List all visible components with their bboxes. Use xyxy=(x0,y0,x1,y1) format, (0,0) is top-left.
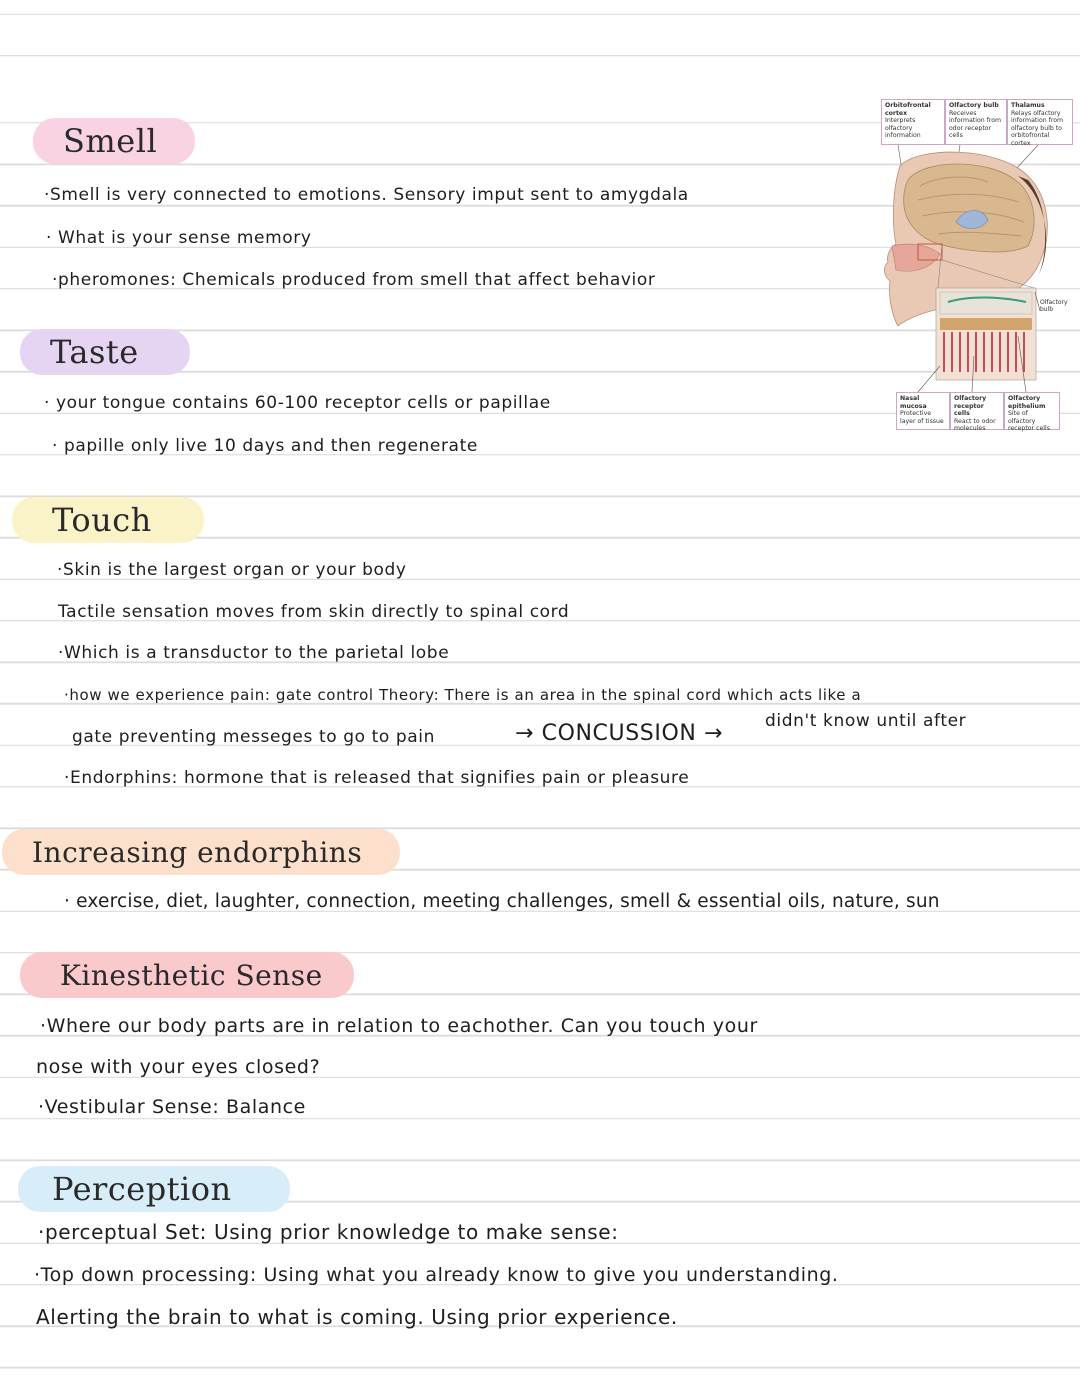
label-olfactory-bulb-side: Olfactory bulb xyxy=(1040,299,1068,313)
perception-line-1: ·perceptual Set: Using prior knowledge to make sense: xyxy=(38,1220,619,1244)
touch-line-2: Tactile sensation moves from skin directly to spinal cord xyxy=(58,602,570,622)
touch-line-4: ·how we experience pain: gate control Theory: There is an area in the spinal cord which acts like a xyxy=(64,686,862,704)
heading-perception xyxy=(18,1166,290,1212)
olfactory-diagram xyxy=(878,96,1074,436)
kinesthetic-line-1: ·Where our body parts are in relation to eachother. Can you touch your xyxy=(40,1015,758,1037)
label-olfactory-bulb-top: Olfactory bulb Receives information from odor receptor cells xyxy=(945,99,1007,145)
touch-concussion: → CONCUSSION → xyxy=(515,721,724,746)
heading-endorphins xyxy=(2,829,400,875)
perception-line-2: ·Top down processing: Using what you already know to give you understanding. xyxy=(34,1264,839,1286)
label-nasal-mucosa: Nasal mucosa Protective layer of tissue xyxy=(896,392,950,430)
heading-taste-text: Taste xyxy=(50,333,139,371)
smell-line-2: · What is your sense memory xyxy=(46,228,312,248)
touch-line-3: ·Which is a transductor to the parietal lobe xyxy=(58,643,450,663)
touch-line-5: gate preventing messeges to go to pain xyxy=(72,727,435,747)
label-thalamus: Thalamus Relays olfactory information from olfactory bulb to orbitofrontal cortex xyxy=(1007,99,1073,145)
heading-touch xyxy=(12,497,204,543)
head-cross-section-illustration xyxy=(878,96,1074,436)
touch-didnt-know: didn't know until after xyxy=(765,711,967,731)
smell-line-3: ·pheromones: Chemicals produced from smell that affect behavior xyxy=(52,270,656,290)
heading-kinesthetic xyxy=(20,952,354,998)
taste-line-1: · your tongue contains 60-100 receptor cells or papillae xyxy=(44,393,551,413)
kinesthetic-line-2: nose with your eyes closed? xyxy=(36,1056,321,1078)
perception-line-3: Alerting the brain to what is coming. Using prior experience. xyxy=(36,1305,678,1329)
endorphins-line-1: · exercise, diet, laughter, connection, meeting challenges, smell & essential oils, nature, sun xyxy=(64,891,940,912)
smell-line-1: ·Smell is very connected to emotions. Sensory imput sent to amygdala xyxy=(44,185,689,205)
label-receptor-cells: Olfactory receptor cells React to odor molecules xyxy=(950,392,1004,430)
kinesthetic-line-3: ·Vestibular Sense: Balance xyxy=(38,1096,306,1118)
taste-line-2: · papille only live 10 days and then regenerate xyxy=(52,436,478,456)
label-olfactory-epithelium: Olfactory epithelium Site of olfactory receptor cells xyxy=(1004,392,1060,430)
touch-line-1: ·Skin is the largest organ or your body xyxy=(57,560,407,580)
label-orbitofrontal: Orbitofrontal cortex Interprets olfactory information xyxy=(881,99,945,145)
heading-touch-text: Touch xyxy=(52,501,152,539)
heading-smell-text: Smell xyxy=(63,122,158,160)
touch-line-6: ·Endorphins: hormone that is released that signifies pain or pleasure xyxy=(64,768,690,788)
heading-smell xyxy=(33,118,195,164)
heading-endorphins-text: Increasing endorphins xyxy=(32,835,363,869)
heading-perception-text: Perception xyxy=(52,1170,232,1208)
heading-taste xyxy=(20,329,190,375)
heading-kinesthetic-text: Kinesthetic Sense xyxy=(60,958,323,992)
